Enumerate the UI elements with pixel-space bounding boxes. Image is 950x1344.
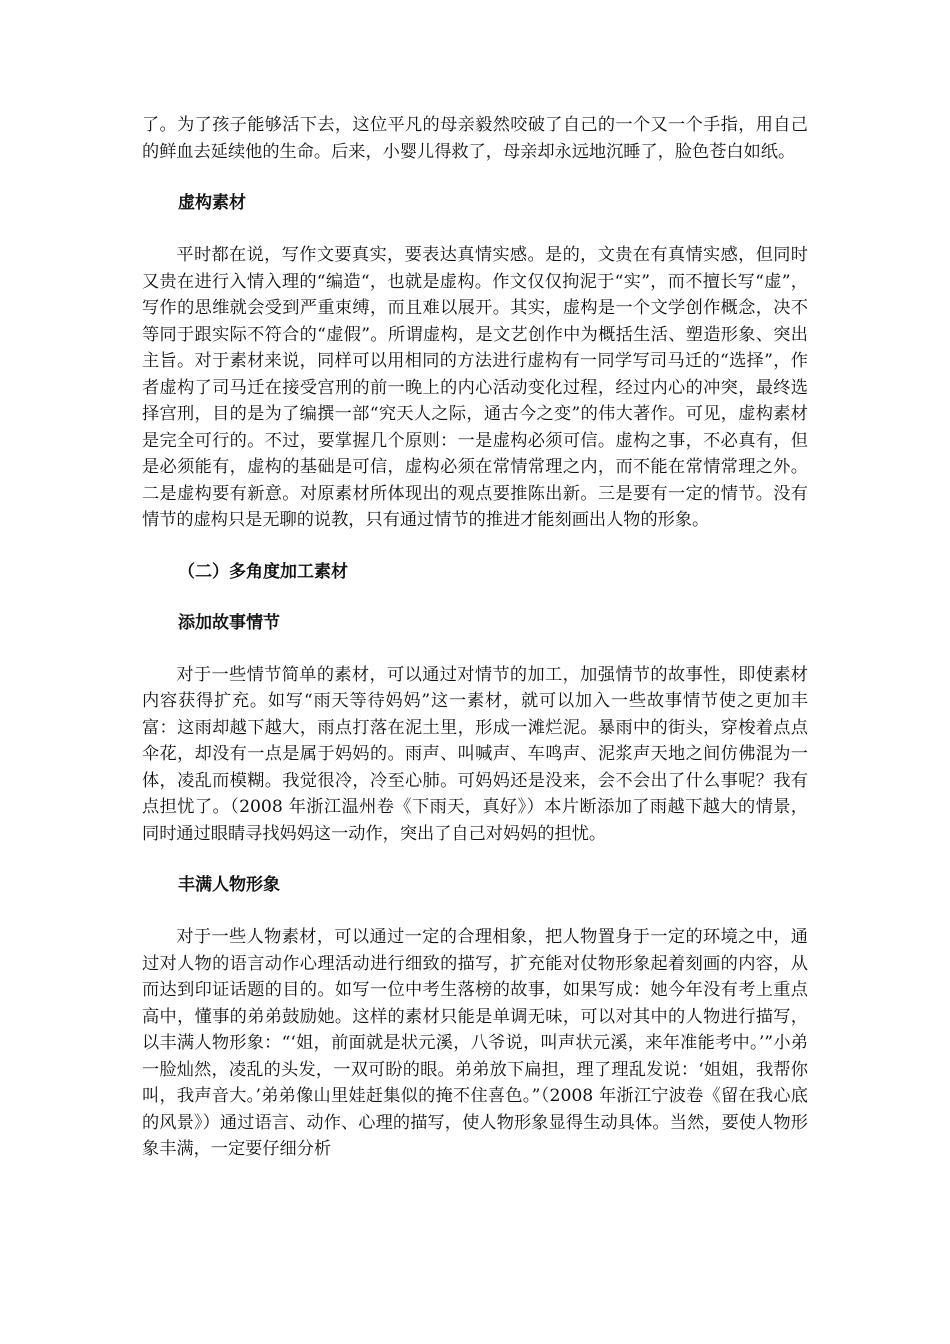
paragraph-mother-story: 了。为了孩子能够活下去，这位平凡的母亲毅然咬破了自己的一个又一个手指，用自己的鲜血去延续他的生命。后来，小婴儿得救了，母亲却永远地沉睡了，脸色苍白如纸。 — [142, 115, 808, 162]
paragraph-fictional-material: 平时都在说，写作文要真实，要表达真情实感。是的，文贵在有真情实感，但同时又贵在进行入情入理的“编造“，也就是虚构。作文仅仅拘泥于“实”，而不擅长写“虚”，写作的思维就会受到严重束缚，而且难以展开。其实，虚构是一个文学创作概念，决不等同于跟实际不符合的“虚假”。所谓虚构，是文艺创作中为概括生活、塑造形象、突出主旨。对于素材来说，同样可以用相同的方法进行虚构有一同学写司马迁的“选择”，作者虚构了司马迁在接受宫刑的前一晚上的内心活动变化过程，经过内心的冲突，最终选择宫刑，目的是为了编撰一部“究天人之际，通古今之变”的伟大著作。可见，虚构素材是完全可行的。不过，要掌握几个原则：一是虚构必须可信。虚构之事，不必真有，但是必须能有，虚构的基础是可信，虚构必须在常情常理之内，而不能在常情常理之外。二是虚构要有新意。对原素材所体现出的观点要推陈出新。三是要有一定的情节。没有情节的虚构只是无聊的说教，只有通过情节的推进才能刻画出人物的形象。 — [142, 245, 808, 530]
document-page — [142, 112, 808, 1163]
paragraph-add-plot: 对于一些情节简单的素材，可以通过对情节的加工，加强情节的故事性，即使素材内容获得扩充。如写“雨天等待妈妈”这一素材，就可以加入一些故事情节使之更加丰富：这雨却越下越大，雨点打落在泥土里，形成一滩烂泥。暴雨中的街头，穿梭着点点伞花，却没有一点是属于妈妈的。雨声、叫喊声、车鸣声、泥浆声天地之间仿佛混为一体，凌乱而模糊。我觉很冷，冷至心肺。可妈妈还是没来，会不会出了什么事呢？我有点担忧了。（2008 年浙江温州卷《下雨天，真好》）本片断添加了雨越下越大的情景，同时通过眼睛寻找妈妈这一动作，突出了自己对妈妈的担忧。 — [142, 664, 808, 844]
heading-multi-angle-processing: （二）多角度加工素材 — [178, 561, 348, 582]
paragraph-enrich-character: 对于一些人物素材，可以通过一定的合理相象，把人物置身于一定的环境之中，通过对人物的语言动作心理活动进行细致的描写，扩充能对仗物形象起着刻画的内容，从而达到印证话题的目的。如写一位中考生落榜的故事，如果写成：她今年没有考上重点高中，懂事的弟弟鼓励她。这样的素材只能是单调无味，可以对其中的人物进行描写，以丰满人物形象：“‘姐，前面就是状元溪，八爷说，叫声状元溪，来年准能考中。’”小弟一脸灿然，凌乱的头发，一双可盼的眼。弟弟放下扁担，理了理乱发说：‘姐姐，我帮你叫，我声音大。’弟弟像山里娃赶集似的掩不住喜色。”（2008 年浙江宁波卷《留在我心底的风景》）通过语言、动作、心理的描写，使人物形象显得生动具体。当然，要使人物形象丰满，一定要仔细分析 — [142, 927, 808, 1159]
heading-enrich-character: 丰满人物形象 — [178, 875, 280, 895]
heading-fictional-material: 虚构素材 — [178, 193, 246, 213]
heading-add-plot: 添加故事情节 — [178, 612, 280, 633]
